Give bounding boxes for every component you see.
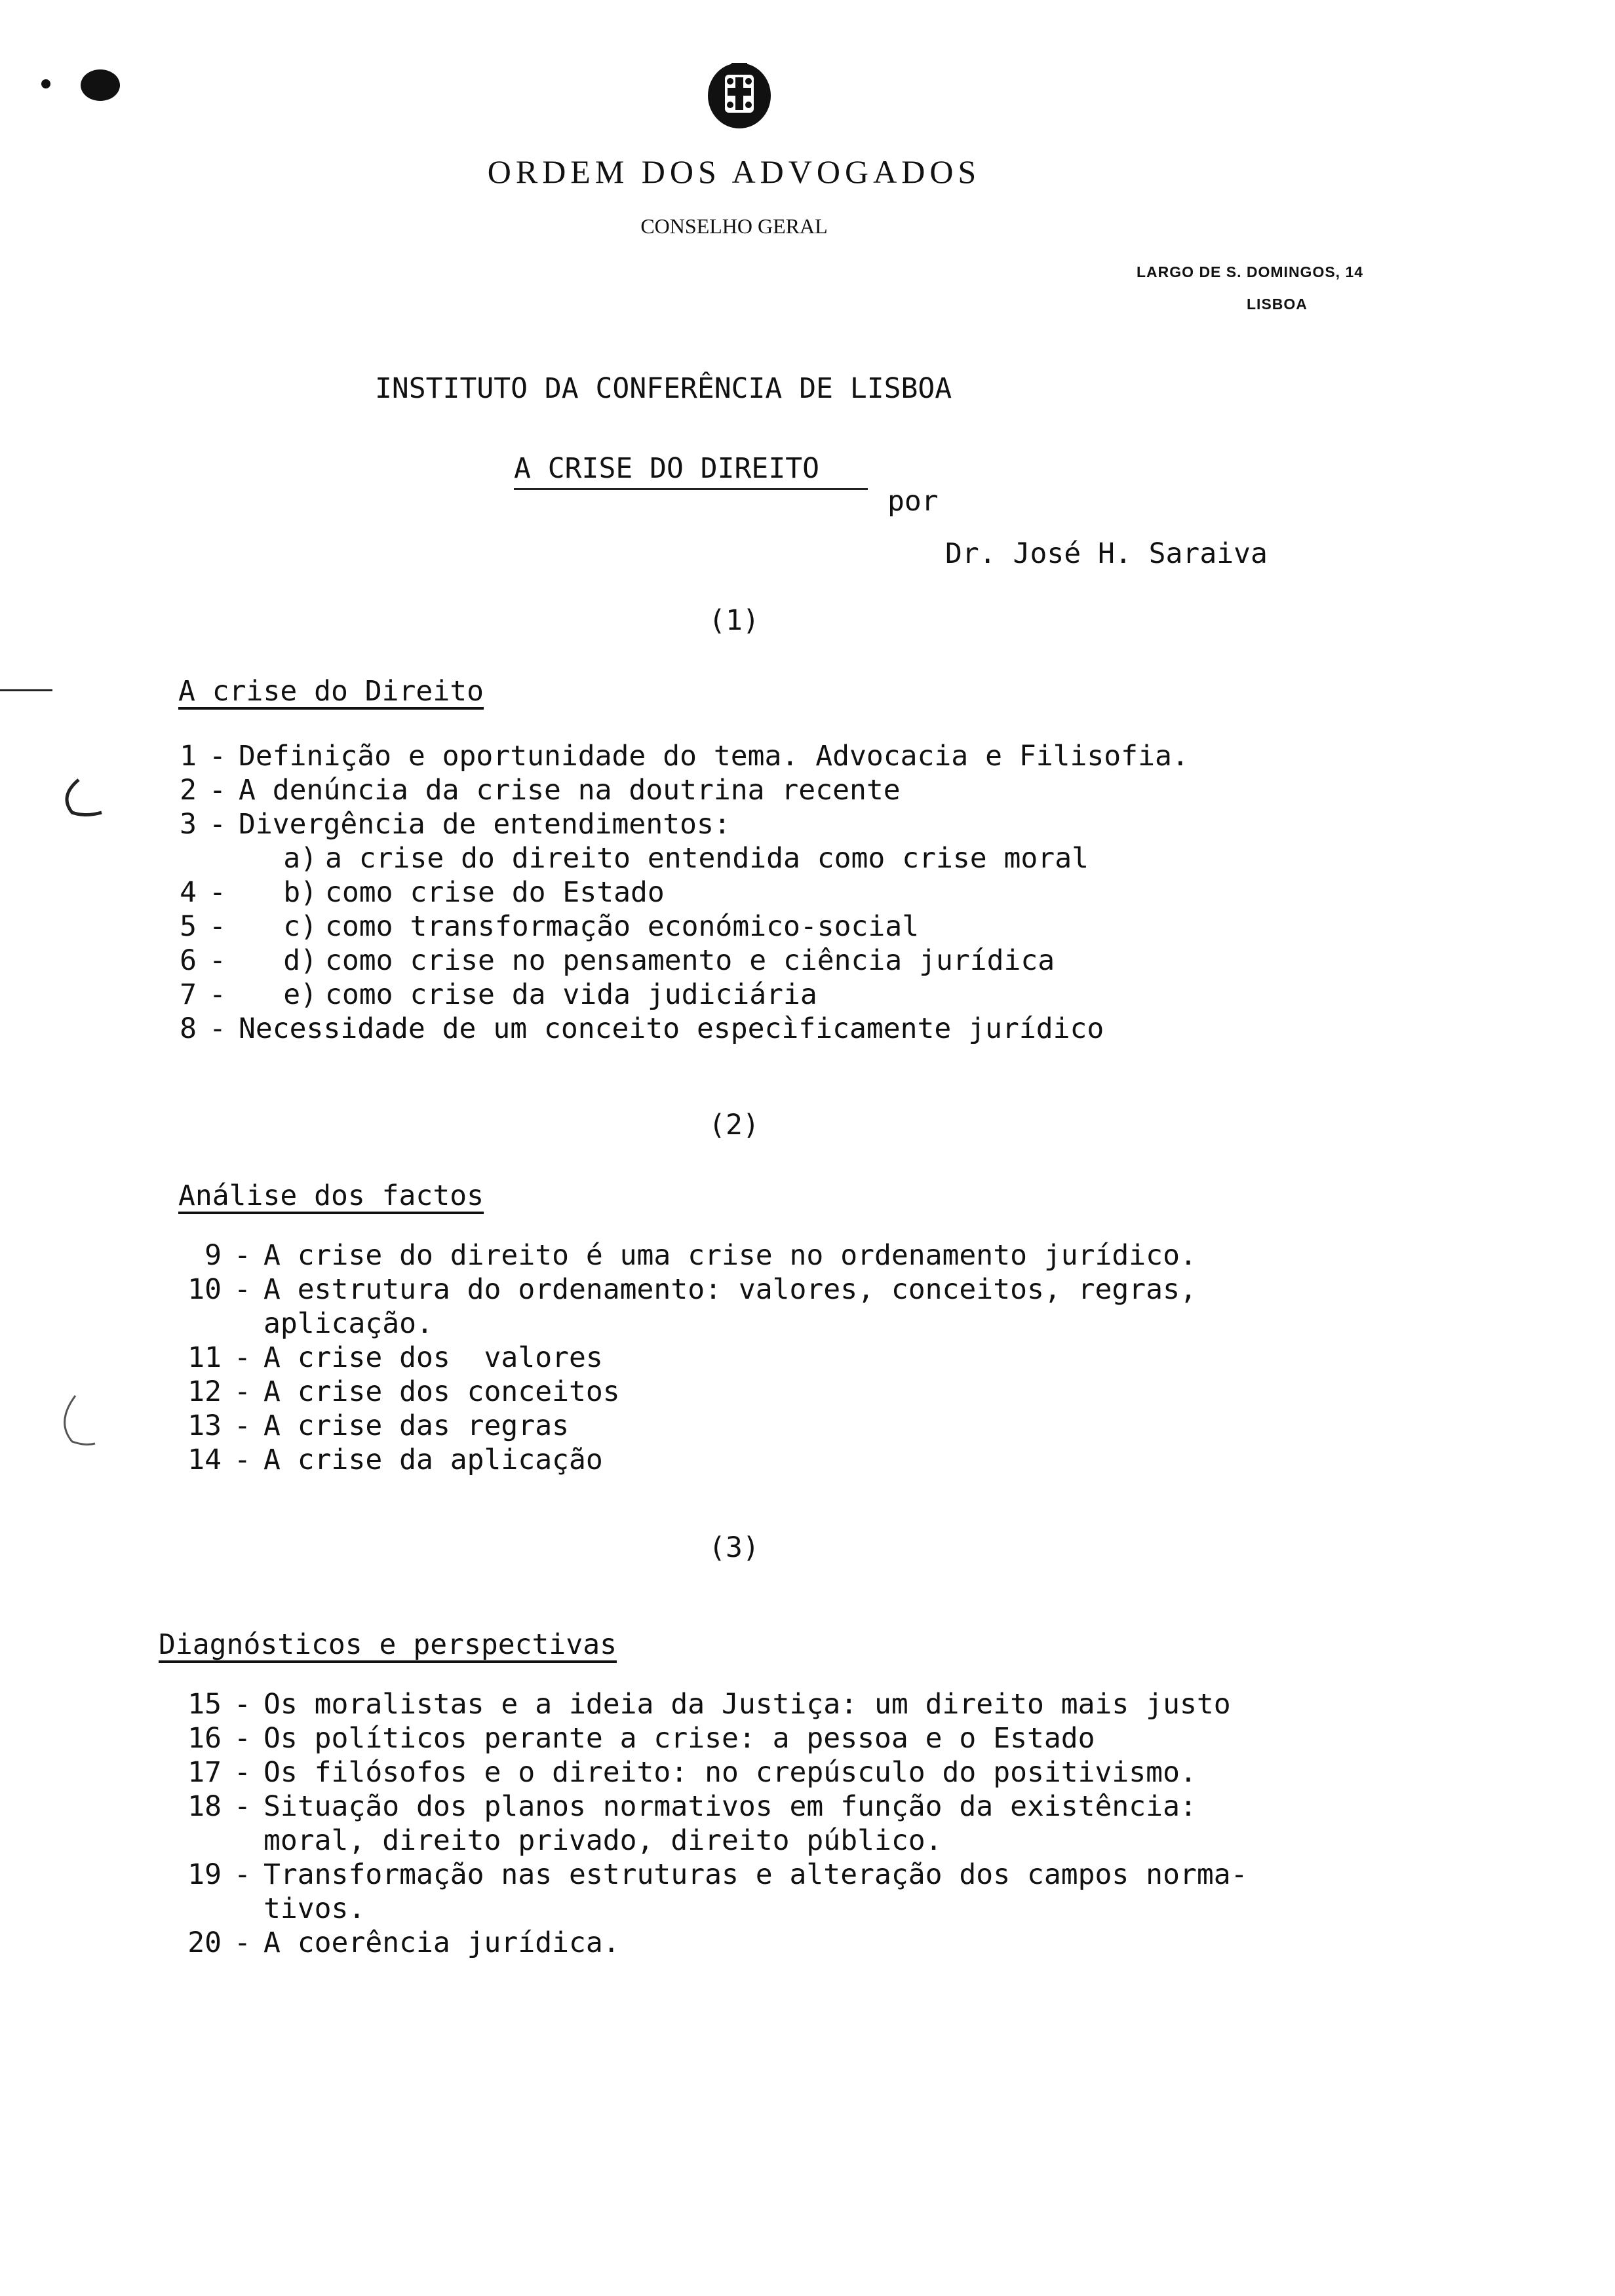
- organization-name: ORDEM DOS ADVOGADOS: [487, 153, 981, 190]
- list-item-continuation: [157, 1892, 1248, 1926]
- by-label: por: [887, 485, 939, 518]
- scan-mark-blot: [77, 66, 123, 105]
- item-number: 7: [180, 978, 197, 1011]
- part-number-3: (3): [709, 1531, 760, 1564]
- item-number: 10: [187, 1273, 222, 1306]
- item-text: como crise no pensamento e ciência jurídica: [325, 944, 1055, 977]
- item-text: a crise do direito entendida como crise moral: [325, 842, 1089, 875]
- item-subletter: a): [283, 842, 317, 875]
- list-item: 13 - A crise das regras: [157, 1409, 1197, 1443]
- list-item-continuation: [157, 1824, 1248, 1858]
- list-item: 3 - Divergência de entendimentos:: [157, 807, 1189, 841]
- list-item: 11 - A crise dos valores: [157, 1341, 1197, 1375]
- item-text: moral, direito privado, direito público.: [263, 1824, 943, 1857]
- item-number: 18: [187, 1790, 222, 1823]
- item-text: Necessidade de um conceito especìficamente jurídico: [239, 1012, 1104, 1045]
- list-item: 12 - A crise dos conceitos: [157, 1375, 1197, 1409]
- list-item: [157, 841, 1189, 875]
- document-title: A CRISE DO DIREITO: [514, 452, 819, 485]
- institute-heading: INSTITUTO DA CONFERÊNCIA DE LISBOA: [375, 372, 952, 405]
- item-text: A coerência jurídica.: [263, 1926, 620, 1959]
- item-text: A crise das regras: [263, 1409, 569, 1442]
- item-text: como crise do Estado: [325, 876, 665, 909]
- list-item-continuation: [157, 1307, 1197, 1341]
- item-number: 3: [180, 808, 197, 841]
- item-text: Os políticos perante a crise: a pessoa e o Estado: [263, 1722, 1095, 1755]
- item-text: A crise do direito é uma crise no ordenamento jurídico.: [263, 1239, 1197, 1272]
- item-number: 13: [187, 1409, 222, 1442]
- list-item: 16 - Os políticos perante a crise: a pessoa e o Estado: [157, 1721, 1248, 1755]
- item-number: 11: [187, 1341, 222, 1374]
- section-3-list: [157, 1687, 1248, 1960]
- council-name: CONSELHO GERAL: [640, 214, 828, 238]
- section-1-list: [157, 739, 1189, 1046]
- item-text: Transformação nas estruturas e alteração dos campos norma-: [263, 1858, 1248, 1891]
- address-line-1: LARGO DE S. DOMINGOS, 14: [1137, 263, 1364, 280]
- scan-mark-line: [0, 688, 52, 693]
- section-heading-1: A crise do Direito: [178, 675, 484, 708]
- item-number: 2: [180, 774, 197, 807]
- item-subletter: c): [283, 910, 317, 943]
- list-item: 8 - Necessidade de um conceito especìficamente jurídico: [157, 1012, 1189, 1046]
- list-item: 15 - Os moralistas e a ideia da Justiça: um direito mais justo: [157, 1687, 1248, 1721]
- item-number: 6: [180, 944, 197, 977]
- list-item: 19 - Transformação nas estruturas e alteração dos campos norma-: [157, 1858, 1248, 1892]
- item-number: 8: [180, 1012, 197, 1045]
- item-number: 20: [187, 1926, 222, 1959]
- item-number: 15: [187, 1688, 222, 1721]
- list-item: 18 - Situação dos planos normativos em função da existência:: [157, 1789, 1248, 1824]
- item-text: A crise da aplicação: [263, 1444, 603, 1476]
- item-number: 19: [187, 1858, 222, 1891]
- list-item: 14 - A crise da aplicação: [157, 1443, 1197, 1477]
- item-number: 1: [180, 740, 197, 773]
- item-text: tivos.: [263, 1892, 366, 1925]
- item-text: A denúncia da crise na doutrina recente: [239, 774, 901, 807]
- list-item: 10 - A estrutura do ordenamento: valores, conceitos, regras,: [157, 1272, 1197, 1307]
- title-underline: [514, 488, 868, 490]
- item-text: A estrutura do ordenamento: valores, conceitos, regras,: [263, 1273, 1197, 1306]
- item-subletter: b): [283, 876, 317, 909]
- item-number: 12: [187, 1375, 222, 1408]
- item-text: Os moralistas e a ideia da Justiça: um direito mais justo: [263, 1688, 1231, 1721]
- item-number: 17: [187, 1756, 222, 1789]
- item-subletter: e): [283, 978, 317, 1011]
- item-number: 16: [187, 1722, 222, 1755]
- item-text: como crise da vida judiciária: [325, 978, 817, 1011]
- section-heading-2: Análise dos factos: [178, 1179, 484, 1212]
- item-text: Situação dos planos normativos em função da existência:: [263, 1790, 1197, 1823]
- item-text: Divergência de entendimentos:: [239, 808, 731, 841]
- list-item: 17 - Os filósofos e o direito: no crepúsculo do positivismo.: [157, 1755, 1248, 1789]
- section-heading-3: Diagnósticos e perspectivas: [159, 1628, 617, 1661]
- list-item: 2 - A denúncia da crise na doutrina recente: [157, 773, 1189, 807]
- item-number: 14: [187, 1444, 222, 1476]
- item-text: A crise dos conceitos: [263, 1375, 620, 1408]
- item-number: 4: [180, 876, 197, 909]
- scan-mark-bracket: [52, 776, 105, 822]
- coat-of-arms-icon: [705, 58, 773, 131]
- item-text: Definição e oportunidade do tema. Advocacia e Filisofia.: [239, 740, 1189, 773]
- list-item: 1 - Definição e oportunidade do tema. Advocacia e Filisofia.: [157, 739, 1189, 773]
- item-number: [157, 841, 197, 875]
- item-text: como transformação económico-social: [325, 910, 920, 943]
- item-text: A crise dos valores: [263, 1341, 603, 1374]
- list-item: 9 - A crise do direito é uma crise no ordenamento jurídico.: [157, 1238, 1197, 1272]
- scan-mark-dot: [39, 77, 52, 90]
- part-number-1: (1): [709, 604, 760, 637]
- item-text: aplicação.: [263, 1307, 433, 1340]
- list-item: 7 - e) como crise da vida judiciária: [157, 978, 1189, 1012]
- list-item: 20 - A coerência jurídica.: [157, 1926, 1248, 1960]
- part-number-2: (2): [709, 1109, 760, 1141]
- list-item: 6 - d) como crise no pensamento e ciência jurídica: [157, 944, 1189, 978]
- section-2-list: [157, 1238, 1197, 1477]
- item-text: Os filósofos e o direito: no crepúsculo do positivismo.: [263, 1756, 1197, 1789]
- item-number: 9: [204, 1239, 222, 1272]
- address-line-2: LISBOA: [1247, 296, 1308, 313]
- list-item: 4 - b) como crise do Estado: [157, 875, 1189, 909]
- list-item: 5 - c) como transformação económico-social: [157, 909, 1189, 944]
- item-number: 5: [180, 910, 197, 943]
- author-name: Dr. José H. Saraiva: [945, 537, 1268, 570]
- scan-mark-bracket-2: [52, 1392, 98, 1451]
- item-subletter: d): [283, 944, 317, 977]
